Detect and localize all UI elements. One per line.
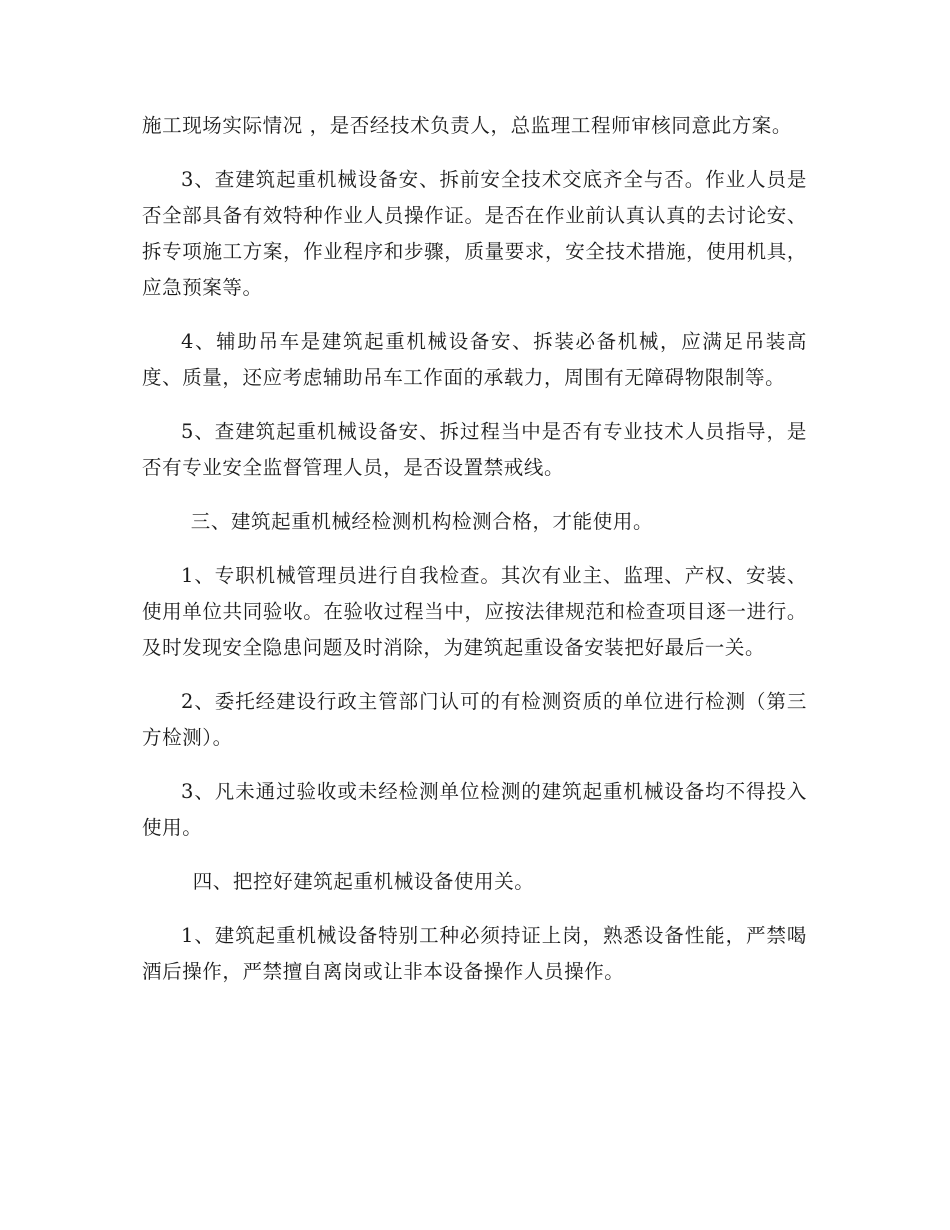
paragraph-item-4-auxiliary-crane: 4、辅助吊车是建筑起重机械设备安、拆装必备机械，应满足吊装高度、质量，还应考虑辅助吊车工作面的承载力，周围有无障碍物限制等。 [142, 330, 807, 389]
section-heading-3-inspection: 三、建筑起重机械经检测机构检测合格，才能使用。 [190, 510, 654, 533]
paragraph-item-2-third-party: 2、委托经建设行政主管部门认可的有检测资质的单位进行检测（第三方检测）。 [142, 690, 807, 749]
section-heading-4-usage: 四、把控好建筑起重机械设备使用关。 [192, 870, 535, 893]
paragraph-continuation: 施工现场实际情况 ，是否经技术负责人，总监理工程师审核同意此方案。 [142, 114, 792, 137]
paragraph-item-3-no-use: 3、凡未通过验收或未经检测单位检测的建筑起重机械设备均不得投入使用。 [142, 780, 807, 839]
paragraph-item-1-self-check: 1、专职机械管理员进行自我检查。其次有业主、监理、产权、安装、使用单位共同验收。在验收过程当中，应按法律规范和检查项目逐一进行。及时发现安全隐患问题及时消除，为建筑起重设备安装把好最后一关。 [142, 564, 807, 659]
document-body [142, 108, 807, 1008]
paragraph-item-1-certified-operators: 1、建筑起重机械设备特别工种必须持证上岗，熟悉设备性能，严禁喝酒后操作，严禁擅自离岗或让非本设备操作人员操作。 [142, 924, 807, 983]
paragraph-item-5-supervision: 5、查建筑起重机械设备安、拆过程当中是否有专业技术人员指导，是否有专业安全监督管理人员，是否设置禁戒线。 [142, 420, 807, 479]
paragraph-item-3-disassembly-briefing: 3、查建筑起重机械设备安、拆前安全技术交底齐全与否。作业人员是否全部具备有效特种作业人员操作证。是否在作业前认真认真的去讨论安、拆专项施工方案，作业程序和步骤，质量要求，安全技术措施，使用机具，应急预案等。 [142, 168, 807, 299]
